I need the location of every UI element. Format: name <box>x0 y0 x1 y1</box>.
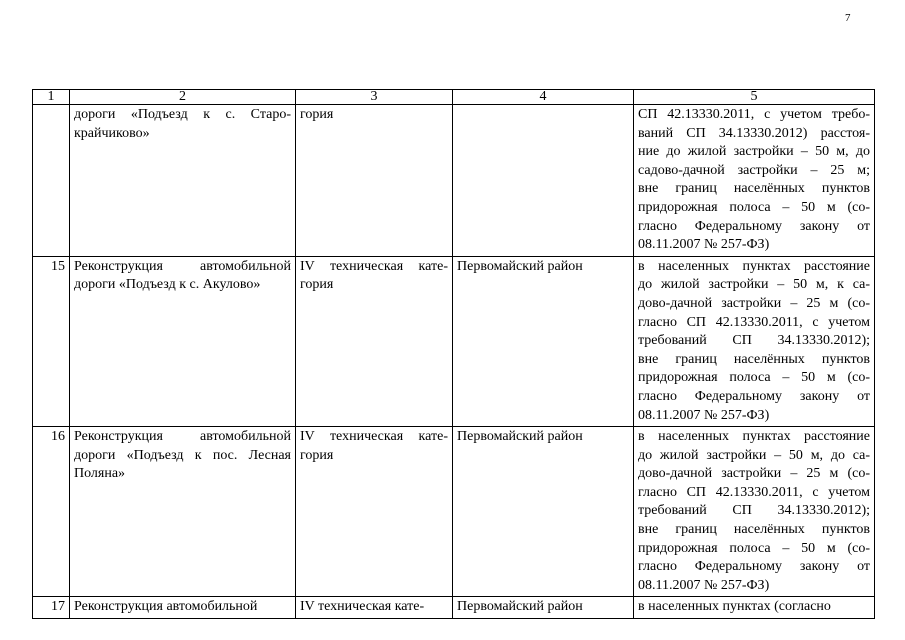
cell-line: гласно СП 42.13330.2011, с учетом <box>638 314 870 330</box>
requirements-cell <box>634 256 875 426</box>
district-cell <box>453 105 634 257</box>
road-name-cell <box>70 427 296 597</box>
cell-line: Реконструкция автомобильной <box>74 258 291 274</box>
cell-line: дороги «Подъезд к с. Акулово» <box>74 277 261 293</box>
cell-line: Реконструкция автомобильной <box>74 599 258 615</box>
cell-line: СП 42.13330.2011, с учетом требо- <box>638 107 870 122</box>
header-cell: 2 <box>70 90 296 105</box>
cell-line: требований СП 34.13330.2012); <box>638 503 870 519</box>
road-name-cell <box>70 105 296 257</box>
cell-line: до жилой застройки – 50 м, к са- <box>638 277 870 293</box>
cell-line: требований СП 34.13330.2012); <box>638 333 870 349</box>
cell-line: IV техническая кате- <box>300 258 448 274</box>
cell-line: вне границ населённых пунктов <box>638 522 870 538</box>
cell-line: гласно СП 42.13330.2011, с учетом <box>638 484 870 500</box>
cell-line: IV техническая кате- <box>300 599 425 615</box>
row-number-cell: 16 <box>33 427 70 597</box>
cell-line: в населенных пунктах расстояние <box>638 258 870 274</box>
header-row <box>33 90 875 105</box>
cell-line: дово-дачной застройки – 25 м (со- <box>638 466 870 482</box>
district-cell <box>453 256 634 426</box>
category-cell <box>296 597 453 619</box>
cell-line: гория <box>300 277 334 293</box>
cell-line: садово-дачной застройки – 25 м; <box>638 162 870 178</box>
table-row <box>33 105 875 257</box>
cell-line: гория <box>300 447 334 463</box>
cell-line: вне границ населённых пунктов <box>638 181 870 197</box>
cell-line: дово-дачной застройки – 25 м (со- <box>638 295 870 311</box>
cell-line: 08.11.2007 № 257-ФЗ) <box>638 407 770 423</box>
road-reconstruction-table <box>32 89 875 619</box>
district-cell <box>453 597 634 619</box>
cell-line: ваний СП 34.13330.2012) расстоя- <box>638 125 870 141</box>
header-cell: 3 <box>296 90 453 105</box>
cell-line: IV техническая кате- <box>300 429 448 445</box>
cell-line: крайчиково» <box>74 125 150 141</box>
district-cell <box>453 427 634 597</box>
cell-line: в населенных пунктах (согласно <box>638 599 831 615</box>
row-number-cell: 15 <box>33 256 70 426</box>
cell-line: Первомайский район <box>457 429 583 445</box>
cell-line: Первомайский район <box>457 258 583 274</box>
table-row <box>33 256 875 426</box>
requirements-cell <box>634 105 875 257</box>
row-number-cell: 17 <box>33 597 70 619</box>
category-cell <box>296 256 453 426</box>
road-name-cell <box>70 256 296 426</box>
cell-line: гласно Федеральному закону от <box>638 388 870 404</box>
cell-line: вне границ населённых пунктов <box>638 351 870 367</box>
cell-line: ние до жилой застройки – 50 м, до <box>638 144 870 160</box>
category-cell <box>296 427 453 597</box>
cell-line: дороги «Подъезд к с. Старо- <box>74 107 291 122</box>
header-cell: 5 <box>634 90 875 105</box>
header-cell: 4 <box>453 90 634 105</box>
cell-line: Поляна» <box>74 466 126 482</box>
cell-line: гласно Федеральному закону от <box>638 559 870 575</box>
requirements-cell <box>634 427 875 597</box>
requirements-cell <box>634 597 875 619</box>
cell-line: гория <box>300 107 334 122</box>
cell-line: 08.11.2007 № 257-ФЗ) <box>638 577 770 593</box>
header-cell: 1 <box>33 90 70 105</box>
cell-line: гласно Федеральному закону от <box>638 218 870 234</box>
cell-line: в населенных пунктах расстояние <box>638 429 870 445</box>
cell-line: Реконструкция автомобильной <box>74 429 291 445</box>
cell-line: дороги «Подъезд к пос. Лесная <box>74 447 291 463</box>
cell-line: придорожная полоса – 50 м (со- <box>638 540 870 556</box>
cell-line: придорожная полоса – 50 м (со- <box>638 199 870 215</box>
page-number: 7 <box>845 12 851 24</box>
cell-line: Первомайский район <box>457 599 583 615</box>
table-row <box>33 427 875 597</box>
cell-line: 08.11.2007 № 257-ФЗ) <box>638 237 770 253</box>
cell-line: придорожная полоса – 50 м (со- <box>638 370 870 386</box>
table-row <box>33 597 875 619</box>
category-cell <box>296 105 453 257</box>
row-number-cell <box>33 105 70 257</box>
cell-line: до жилой застройки – 50 м, до са- <box>638 447 870 463</box>
road-name-cell <box>70 597 296 619</box>
